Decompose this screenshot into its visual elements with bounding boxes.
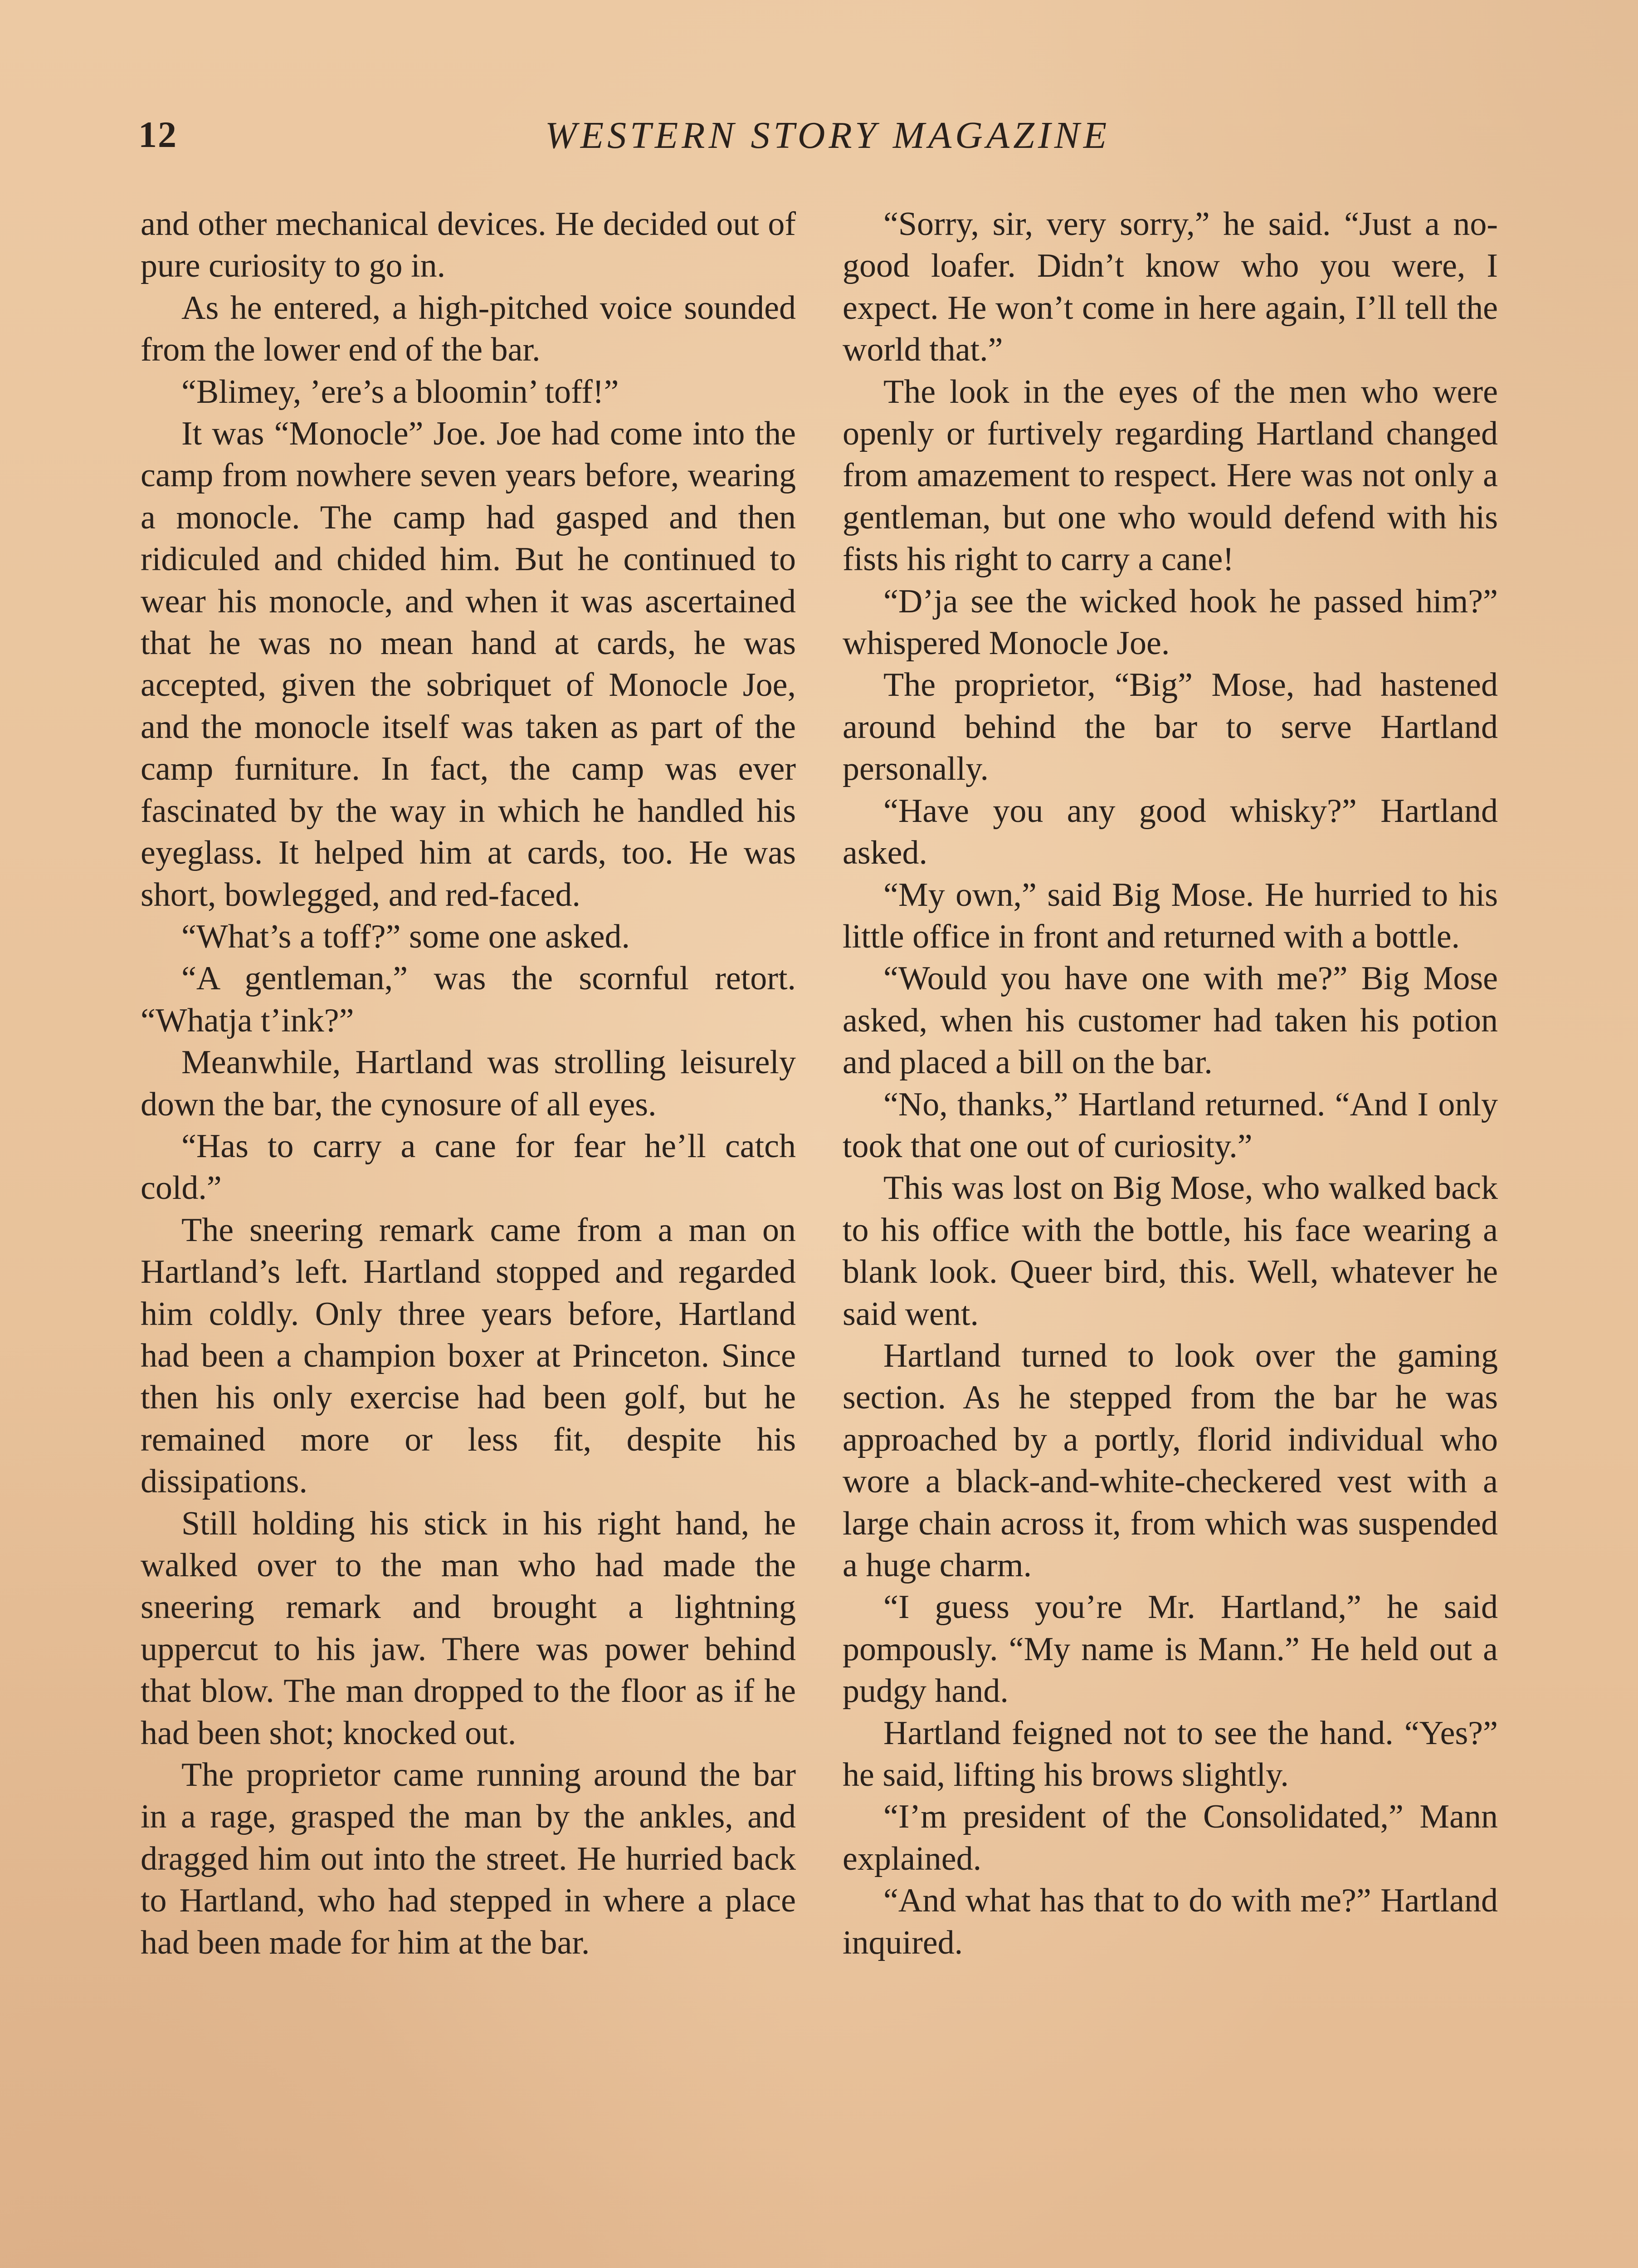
paragraph: As he entered, a high-pitched voice sounded from the lower end of the bar.	[141, 289, 796, 369]
paragraph: “My own,” said Big Mose. He hurried to his little office in front and returned with a bottle.	[843, 876, 1498, 955]
paragraph: “A gentleman,” was the scornful retort. “Whatja t’ink?”	[141, 960, 796, 1039]
paragraph: “Would you have one with me?” Big Mose asked, when his customer had taken his potion and placed a bill on the bar.	[843, 960, 1498, 1081]
page-number: 12	[138, 114, 177, 155]
paragraph: Hartland feigned not to see the hand. “Yes?” he said, lifting his brows slightly.	[843, 1714, 1498, 1794]
paragraph: It was “Monocle” Joe. Joe had come into the camp from nowhere seven years before, wearing a monocle. The camp had gasped and then ridiculed and chided him. But he continued to wear his monocle, and when it was ascertained that he was no mean hand at cards, he was accepted, given the sobriquet of Monocle Joe, and the monocle itself was taken as part of the camp furniture. In fact, the camp was ever fascinated by the way in which he handled his eyeglass. It helped him at cards, too. He was short, bowlegged, and red-faced.	[141, 415, 796, 914]
paragraph: The sneering remark came from a man on Hartland’s left. Hartland stopped and regarded him coldly. Only three years before, Hartland had been a champion boxer at Princeton. Since then his only exercise had been golf, but he remained more or less fit, despite his dissipations.	[141, 1211, 796, 1501]
paragraph: The proprietor, “Big” Mose, had hastened around behind the bar to serve Hartland personally.	[843, 666, 1498, 788]
paragraph: “Blimey, ’ere’s a bloomin’ toff!”	[181, 373, 619, 411]
paragraph: “I guess you’re Mr. Hartland,” he said pompously. “My name is Mann.” He held out a pudgy hand.	[843, 1589, 1498, 1710]
magazine-title: WESTERN STORY MAGAZINE	[545, 114, 1111, 156]
page-header	[138, 113, 1499, 172]
paragraph: “Has to carry a cane for fear he’ll catch cold.”	[141, 1127, 796, 1207]
paragraph: and other mechanical devices. He decided out of pure curiosity to go in.	[141, 205, 796, 285]
left-column	[141, 203, 796, 1964]
paragraph: Meanwhile, Hartland was strolling leisurely down the bar, the cynosure of all eyes.	[141, 1044, 796, 1123]
paragraph: “And what has that to do with me?” Hartland inquired.	[843, 1882, 1498, 1961]
paragraph: The proprietor came running around the bar in a rage, grasped the man by the ankles, and dragged him out into the street. He hurried back to Hartland, who had stepped in where a place had been made for him at the bar.	[141, 1756, 796, 1961]
paragraph: Hartland turned to look over the gaming section. As he stepped from the bar he was approached by a portly, florid individual who wore a black-and-white-checkered vest with a large chain across it, from which was suspended a huge charm.	[843, 1337, 1498, 1584]
paragraph: The look in the eyes of the men who were openly or furtively regarding Hartland changed from amazement to respect. Here was not only a gentleman, but one who would defend with his fists his right to carry a cane!	[843, 373, 1498, 578]
paragraph: “I’m president of the Consolidated,” Mann explained.	[843, 1798, 1498, 1877]
paragraph: “What’s a toff?” some one asked.	[181, 918, 630, 955]
paragraph: “Sorry, sir, very sorry,” he said. “Just a no-good loafer. Didn’t know who you were, I expect. He won’t come in here again, I’ll tell the world that.”	[843, 205, 1498, 369]
paragraph: Still holding his stick in his right hand, he walked over to the man who had made the sneering remark and brought a lightning uppercut to his jaw. There was power behind that blow. The man dropped to the floor as if he had been shot; knocked out.	[141, 1505, 796, 1752]
paragraph: “No, thanks,” Hartland returned. “And I only took that one out of curiosity.”	[843, 1085, 1498, 1165]
right-column	[843, 203, 1498, 1964]
paragraph: “D’ja see the wicked hook he passed him?” whispered Monocle Joe.	[843, 582, 1498, 662]
paragraph: This was lost on Big Mose, who walked back to his office with the bottle, his face wearing a blank look. Queer bird, this. Well, whatever he said went.	[843, 1169, 1498, 1333]
paragraph: “Have you any good whisky?” Hartland asked.	[843, 792, 1498, 872]
